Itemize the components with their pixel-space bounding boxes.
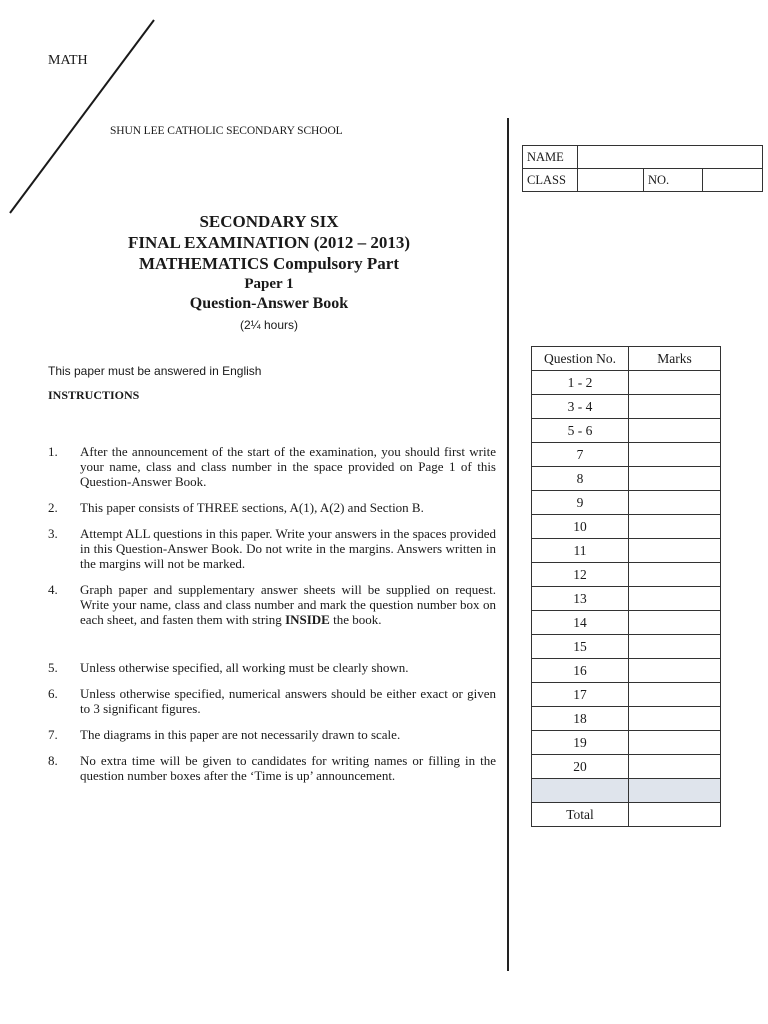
instruction-text bbox=[80, 582, 496, 627]
instructions-heading: INSTRUCTIONS bbox=[48, 388, 140, 402]
marks-entry-cell[interactable] bbox=[629, 659, 721, 683]
marks-entry-cell[interactable] bbox=[629, 683, 721, 707]
instruction-item bbox=[48, 660, 496, 675]
marks-row bbox=[532, 563, 721, 587]
shaded-cell bbox=[532, 779, 629, 803]
instruction-item bbox=[48, 500, 496, 515]
marks-row bbox=[532, 419, 721, 443]
marks-entry-cell[interactable] bbox=[629, 395, 721, 419]
exam-subject: MATHEMATICS Compulsory Part bbox=[138, 254, 400, 273]
marks-entry-cell[interactable] bbox=[629, 491, 721, 515]
marks-table-body bbox=[532, 371, 721, 827]
total-marks-cell[interactable] bbox=[629, 803, 721, 827]
marks-row bbox=[532, 659, 721, 683]
instruction-item bbox=[48, 582, 496, 627]
marks-entry-cell[interactable] bbox=[629, 755, 721, 779]
instruction-text-part: the book. bbox=[329, 612, 382, 627]
question-number-cell: 9 bbox=[532, 491, 629, 515]
exam-paper: Paper 1 bbox=[244, 276, 294, 292]
class-number-field[interactable] bbox=[703, 169, 763, 192]
question-number-cell: 17 bbox=[532, 683, 629, 707]
instruction-emphasis: INSIDE bbox=[285, 612, 330, 627]
language-note: This paper must be answered in English bbox=[48, 364, 262, 378]
marks-row bbox=[532, 491, 721, 515]
marks-total-row bbox=[532, 803, 721, 827]
instruction-number: 7. bbox=[48, 727, 58, 742]
marks-entry-cell[interactable] bbox=[629, 707, 721, 731]
marks-row bbox=[532, 635, 721, 659]
instruction-item bbox=[48, 727, 496, 742]
marks-row bbox=[532, 731, 721, 755]
marks-entry-cell[interactable] bbox=[629, 539, 721, 563]
exam-duration: (2¼ hours) bbox=[239, 318, 299, 332]
name-label: NAME bbox=[523, 146, 578, 169]
marks-row bbox=[532, 611, 721, 635]
exam-title-block bbox=[80, 211, 458, 334]
marks-table bbox=[531, 346, 721, 827]
question-number-cell: 19 bbox=[532, 731, 629, 755]
question-number-cell: 10 bbox=[532, 515, 629, 539]
corner-slash-mark bbox=[0, 0, 170, 220]
instruction-number: 4. bbox=[48, 582, 58, 597]
instructions-list bbox=[48, 444, 496, 794]
question-no-header: Question No. bbox=[532, 347, 629, 371]
question-number-cell: 11 bbox=[532, 539, 629, 563]
instruction-text: No extra time will be given to candidates for writing names or filling in the question number boxes after the ‘Time is up’ announcement. bbox=[80, 753, 496, 783]
question-number-cell: 15 bbox=[532, 635, 629, 659]
marks-row bbox=[532, 683, 721, 707]
instruction-number: 5. bbox=[48, 660, 58, 675]
instruction-item bbox=[48, 444, 496, 489]
marks-entry-cell[interactable] bbox=[629, 443, 721, 467]
name-field[interactable] bbox=[578, 146, 763, 169]
question-number-cell: 18 bbox=[532, 707, 629, 731]
question-number-cell: 12 bbox=[532, 563, 629, 587]
marks-entry-cell[interactable] bbox=[629, 611, 721, 635]
shaded-cell bbox=[629, 779, 721, 803]
question-number-cell: 16 bbox=[532, 659, 629, 683]
marks-entry-cell[interactable] bbox=[629, 371, 721, 395]
subject-label: MATH bbox=[48, 53, 88, 68]
instruction-item bbox=[48, 753, 496, 783]
marks-entry-cell[interactable] bbox=[629, 731, 721, 755]
marks-entry-cell[interactable] bbox=[629, 467, 721, 491]
marks-entry-cell[interactable] bbox=[629, 635, 721, 659]
marks-row bbox=[532, 443, 721, 467]
instruction-number: 2. bbox=[48, 500, 58, 515]
question-number-cell: 3 - 4 bbox=[532, 395, 629, 419]
marks-header: Marks bbox=[629, 347, 721, 371]
marks-entry-cell[interactable] bbox=[629, 515, 721, 539]
instruction-number: 1. bbox=[48, 444, 58, 459]
school-name: SHUN LEE CATHOLIC SECONDARY SCHOOL bbox=[110, 125, 343, 137]
column-divider bbox=[507, 118, 509, 971]
instruction-number: 8. bbox=[48, 753, 58, 768]
instruction-item bbox=[48, 686, 496, 716]
marks-entry-cell[interactable] bbox=[629, 419, 721, 443]
instruction-text: Unless otherwise specified, all working must be clearly shown. bbox=[80, 660, 409, 675]
exam-name: FINAL EXAMINATION (2012 – 2013) bbox=[127, 233, 411, 252]
marks-row bbox=[532, 371, 721, 395]
instruction-text: The diagrams in this paper are not necessarily drawn to scale. bbox=[80, 727, 401, 742]
marks-entry-cell[interactable] bbox=[629, 563, 721, 587]
marks-row bbox=[532, 587, 721, 611]
instruction-text-part: Graph paper and supplementary answer sheets will be supplied on request. Write your name, class and class number and mark the question number box on each sheet, and fasten them with string bbox=[80, 582, 496, 627]
instruction-item bbox=[48, 526, 496, 571]
exam-book-type: Question-Answer Book bbox=[189, 295, 349, 312]
question-number-cell: 1 - 2 bbox=[532, 371, 629, 395]
question-number-cell: 5 - 6 bbox=[532, 419, 629, 443]
marks-row-shaded bbox=[532, 779, 721, 803]
instruction-text: Attempt ALL questions in this paper. Write your answers in the spaces provided in this Question-Answer Book. Do not write in the margins. Answers written in the margins will not be marked. bbox=[80, 526, 496, 571]
class-label: CLASS bbox=[523, 169, 578, 192]
instruction-number: 3. bbox=[48, 526, 58, 541]
question-number-cell: 13 bbox=[532, 587, 629, 611]
question-number-cell: 20 bbox=[532, 755, 629, 779]
marks-row bbox=[532, 395, 721, 419]
marks-row bbox=[532, 515, 721, 539]
marks-row bbox=[532, 467, 721, 491]
question-number-cell: 7 bbox=[532, 443, 629, 467]
class-field[interactable] bbox=[578, 169, 644, 192]
instruction-text: Unless otherwise specified, numerical answers should be either exact or given to 3 significant figures. bbox=[80, 686, 496, 716]
question-number-cell: 14 bbox=[532, 611, 629, 635]
marks-row bbox=[532, 539, 721, 563]
marks-row bbox=[532, 755, 721, 779]
candidate-id-box bbox=[522, 145, 763, 192]
instruction-text: This paper consists of THREE sections, A(1), A(2) and Section B. bbox=[80, 500, 424, 515]
marks-row bbox=[532, 707, 721, 731]
instruction-text: After the announcement of the start of the examination, you should first write your name, class and class number in the space provided on Page 1 of this Question-Answer Book. bbox=[80, 444, 496, 489]
class-number-label: NO. bbox=[643, 169, 703, 192]
question-number-cell: 8 bbox=[532, 467, 629, 491]
marks-entry-cell[interactable] bbox=[629, 587, 721, 611]
exam-level: SECONDARY SIX bbox=[199, 212, 339, 231]
instruction-number: 6. bbox=[48, 686, 58, 701]
total-label: Total bbox=[532, 803, 629, 827]
